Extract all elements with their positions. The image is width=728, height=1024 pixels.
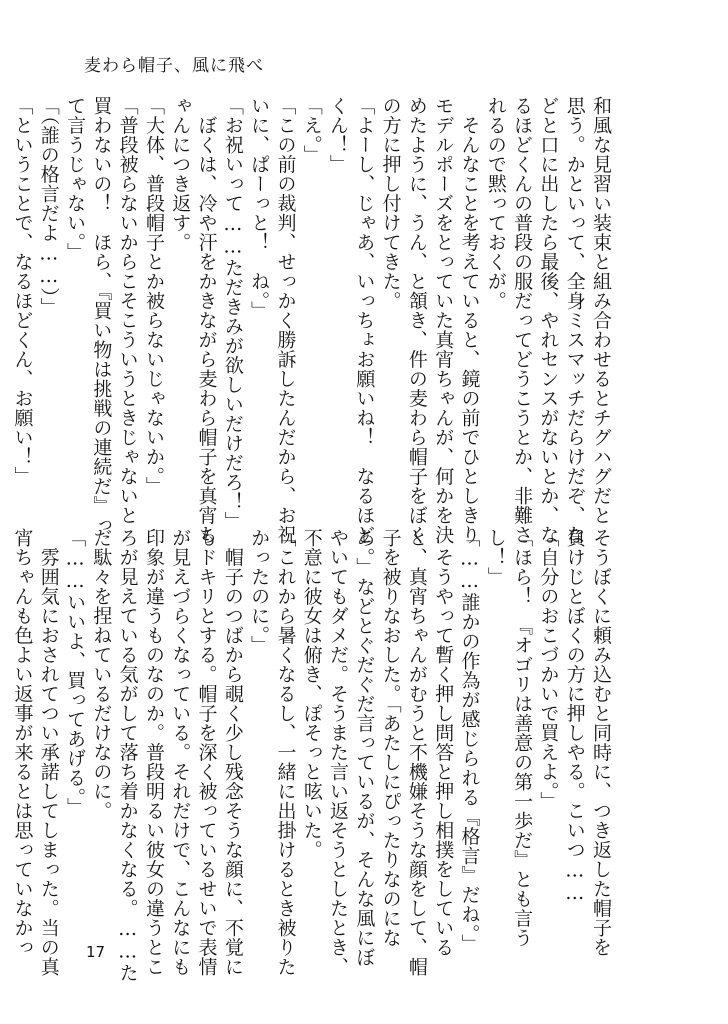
text-line: モデルポーズをとっていた真宵ちゃんが、何かを決 — [432, 96, 455, 545]
text-line: れるので黙っておくが。 — [484, 96, 507, 311]
text-line: ゃんにつき返す。 — [169, 96, 192, 252]
text-line: だ駄々を捏ねているだけなのに。 — [90, 528, 113, 821]
text-line: 「大体、普段帽子とか被らないじゃないか。」 — [142, 96, 165, 496]
text-line: し！」 — [484, 528, 507, 587]
text-line: ぼくは、冷や汗をかきながら麦わら帽子を真宵ち — [195, 96, 218, 545]
text-line: めたように、うん、と頷き、件の麦わら帽子をぼく — [405, 96, 428, 545]
text-line: やいてもダメだ。そうまた言い返そうとしたとき、 — [327, 528, 350, 977]
page-number: 17 — [86, 943, 106, 961]
text-line: 「普段被らないからこそこういうときじゃないと — [116, 96, 139, 525]
text-line: くん！」 — [327, 96, 350, 174]
text-line: もドキリとする。帽子を深く被っているせいで表情 — [195, 528, 218, 977]
text-line: そうやって暫く押し問答と押し相撲をしている — [432, 528, 455, 957]
text-line: 帽子のつばから覗く少し残念そうな顔に、不覚に — [221, 528, 244, 977]
text-line: 「よーし、じゃあ、いっちょお願いね！ なるほど — [353, 96, 376, 545]
text-line: 思う。かといって、全身ミスマッチだらけだぞ、な — [563, 96, 586, 545]
text-line: の方に押し付けてきた。 — [379, 96, 402, 311]
text-line: 雰囲気におされてつい承諾してしまった。当の真 — [37, 528, 60, 977]
text-line: かったのに。」 — [248, 528, 271, 655]
text-line: 「この前の裁判、せっかく勝訴したんだから、お祝 — [274, 96, 297, 545]
text-line: いに、ぱーっと！ ね。」 — [248, 96, 271, 321]
text-line: 不意に彼女は俯き、ぽそっと呟いた。 — [300, 528, 323, 860]
text-line: と、真宵ちゃんがむうと不機嫌そうな顔をして、帽 — [405, 528, 428, 977]
text-line: そんなことを考えていると、鏡の前でひとしきり — [458, 96, 481, 545]
text-line: 子を被りなおした。「あたしにぴったりなのにな — [379, 528, 402, 948]
text-line: 「自分のおこづかいで買えよ。」 — [537, 528, 560, 811]
text-line: 「え。」 — [300, 96, 323, 165]
text-line: 買わないの！ ほら、『買い物は挑戦の連続だ』っ — [90, 96, 113, 535]
text-line: 和風な見習い装束と組み合わせるとチグハグだと — [590, 96, 612, 525]
text-block-top — [11, 96, 614, 545]
running-header-title: 麦わら帽子、風に飛べ — [84, 56, 264, 76]
text-line: て言うじゃない。」 — [64, 96, 87, 262]
text-line: 「……誰かの作為が感じられる『格言』だね。」 — [458, 528, 481, 954]
text-line: 宵ちゃんも色よい返事が来るとは思っていなかっ — [11, 528, 34, 957]
text-line: 負けじとぼくの方に押しやる。こいつ…… — [563, 528, 586, 905]
text-line: 「ほら！ 『オゴリは善意の第一歩だ』とも言う — [511, 528, 534, 948]
text-line: 「お祝いって……ただきみが欲しいだけだろ！」 — [221, 96, 244, 531]
text-line: どと口に出したら最後、やれセンスがないとか、な — [537, 96, 560, 545]
text-line: 「これから暑くなるし、一緒に出掛けるとき被りた — [274, 528, 297, 977]
text-line: 「……いいよ、買ってあげる。」 — [64, 528, 87, 817]
text-line: そうぼくに頼み込むと同時に、つき返した帽子を — [590, 528, 612, 957]
text-line: ろが見えている気がして落ち着かなくなる。……た — [116, 528, 139, 983]
text-line: 印象が違うものなのか。普段明るい彼女の違うとこ — [142, 528, 165, 977]
text-line: るほどくんの普段の服だってどうこうとか、非難さ — [511, 96, 534, 545]
text-line: 「ということで、なるほどくん、お願い！」 — [11, 96, 34, 486]
text-line: 「（誰の格言だよ……）」 — [37, 96, 60, 317]
text-line: が見えづらくなっている。それだけで、こんなにも — [169, 528, 192, 977]
text-line: あ。」などとぐだぐだ言っているが、そんな風にぼ — [353, 528, 376, 967]
